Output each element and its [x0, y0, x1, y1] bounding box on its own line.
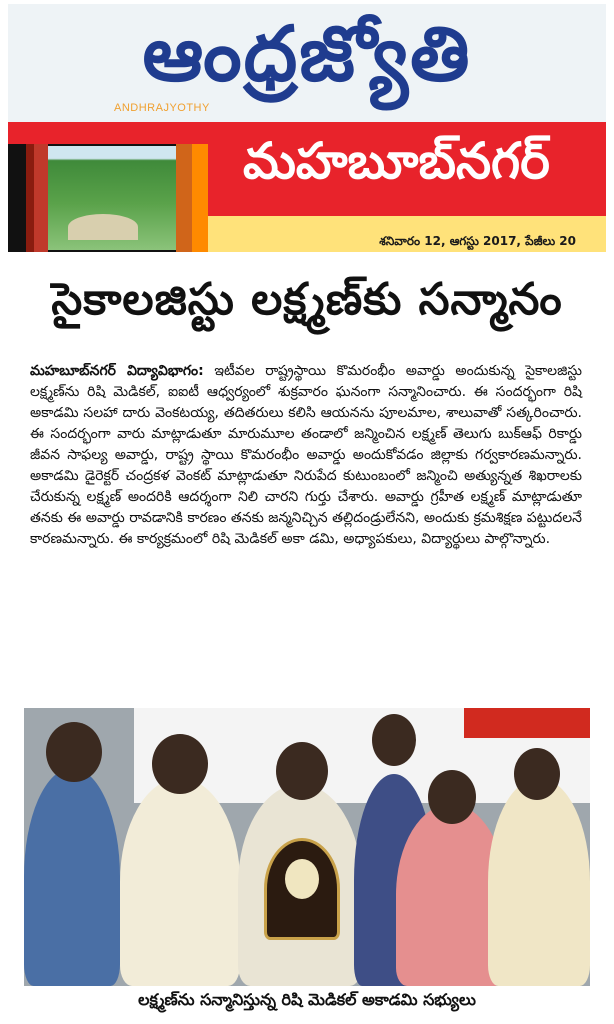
newspaper-logo-subtitle: ANDHRAJYOTHY: [114, 102, 210, 114]
article-body: [30, 361, 582, 550]
photo-backdrop-banner-red: [464, 708, 590, 738]
masthead: [8, 4, 606, 250]
award-plaque: [264, 838, 340, 940]
article-body-text: ఇటీవల రాష్ట్రస్థాయి కొమరంభీం అవార్డు అందుకున్న సైకాలజిస్టు లక్ష్మణ్‌ను రిషి మెడికల్, ఐఐటీ ఆధ్వర్యంలో శుక్రవారం ఘనంగా సన్మానించారు. ఈ సందర్భంగా రిషి అకాడమి సలహా దారు వెంకటయ్య, తదితరులు కలిసి ఆయనను పూలమాల, శాలువాతో సత్కరించారు. ఈ సందర్భంగా వారు మాట్లాడుతూ మారుమూల తండాలో జన్మించిన లక్ష్మణ్ తెలుగు బుక్‌ఆఫ్ రికార్డు జీవన సాఫల్య అవార్డు, రాష్ట్ర స్థాయి కొమరంభీం అవార్డు అందుకోవడం జిల్లాకు గర్వకారణమన్నారు. అకాడమి డైరెక్టర్ చంద్రకళ వెంకట్ మాట్లాడుతూ నిరుపేద కుటుంబంలో జన్మించి అత్యున్నత శిఖరాలకు చేరుకున్న లక్ష్మణ్ అందరికి ఆదర్శంగా నిలి చారని గుర్తు చేశారు. అవార్డు గ్రహీత లక్ష్మణ్ మాట్లాడుతూ తనకు ఈ అవార్డు రావడానికి కారణం తనకు జన్మనిచ్చిన తల్లిదండ్రులేనని, అందుకు క్రమశిక్షణ పట్టుదలనే కారణమన్నారు. ఈ కార్యక్రమంలో రిషి మెడికల్ అకా డమి, అధ్యాపకులు, విద్యార్థులు పాల్గొన్నారు.: [30, 363, 582, 547]
news-photo: [24, 708, 590, 986]
photo-person: [488, 778, 590, 986]
photo-person-head: [46, 722, 102, 782]
decor-stripe: [176, 144, 192, 252]
edition-city: మహబూబ్‌నగర్: [243, 132, 550, 190]
newspaper-logo: ఆంధ్రజ్యోతి: [142, 9, 472, 98]
decor-stripe: [26, 144, 34, 252]
photo-person: [120, 778, 240, 986]
decor-stripe: [192, 144, 208, 252]
photo-caption: లక్ష్మణ్‌ను సన్మానిస్తున్న రిషి మెడికల్ అకాడమి సభ్యులు: [138, 990, 476, 1009]
photo-person-head: [428, 770, 476, 824]
edition-dateline: శనివారం 12, ఆగస్టు 2017, పేజీలు 20: [379, 234, 576, 248]
photo-person-head: [152, 734, 208, 794]
article-dateline-lead: మహబూబ్‌నగర్ విద్యావిభాగం:: [30, 363, 204, 379]
photo-person-head: [372, 714, 416, 766]
photo-person: [24, 768, 120, 986]
photo-person-head: [276, 742, 328, 800]
award-plaque-portrait: [285, 859, 319, 899]
decor-stripe: [34, 144, 48, 252]
edition-photo-path: [68, 214, 138, 240]
photo-person-head: [514, 748, 560, 800]
article-headline: సైకాలజిస్టు లక్ష్మణ్‌కు సన్మానం: [51, 274, 563, 325]
